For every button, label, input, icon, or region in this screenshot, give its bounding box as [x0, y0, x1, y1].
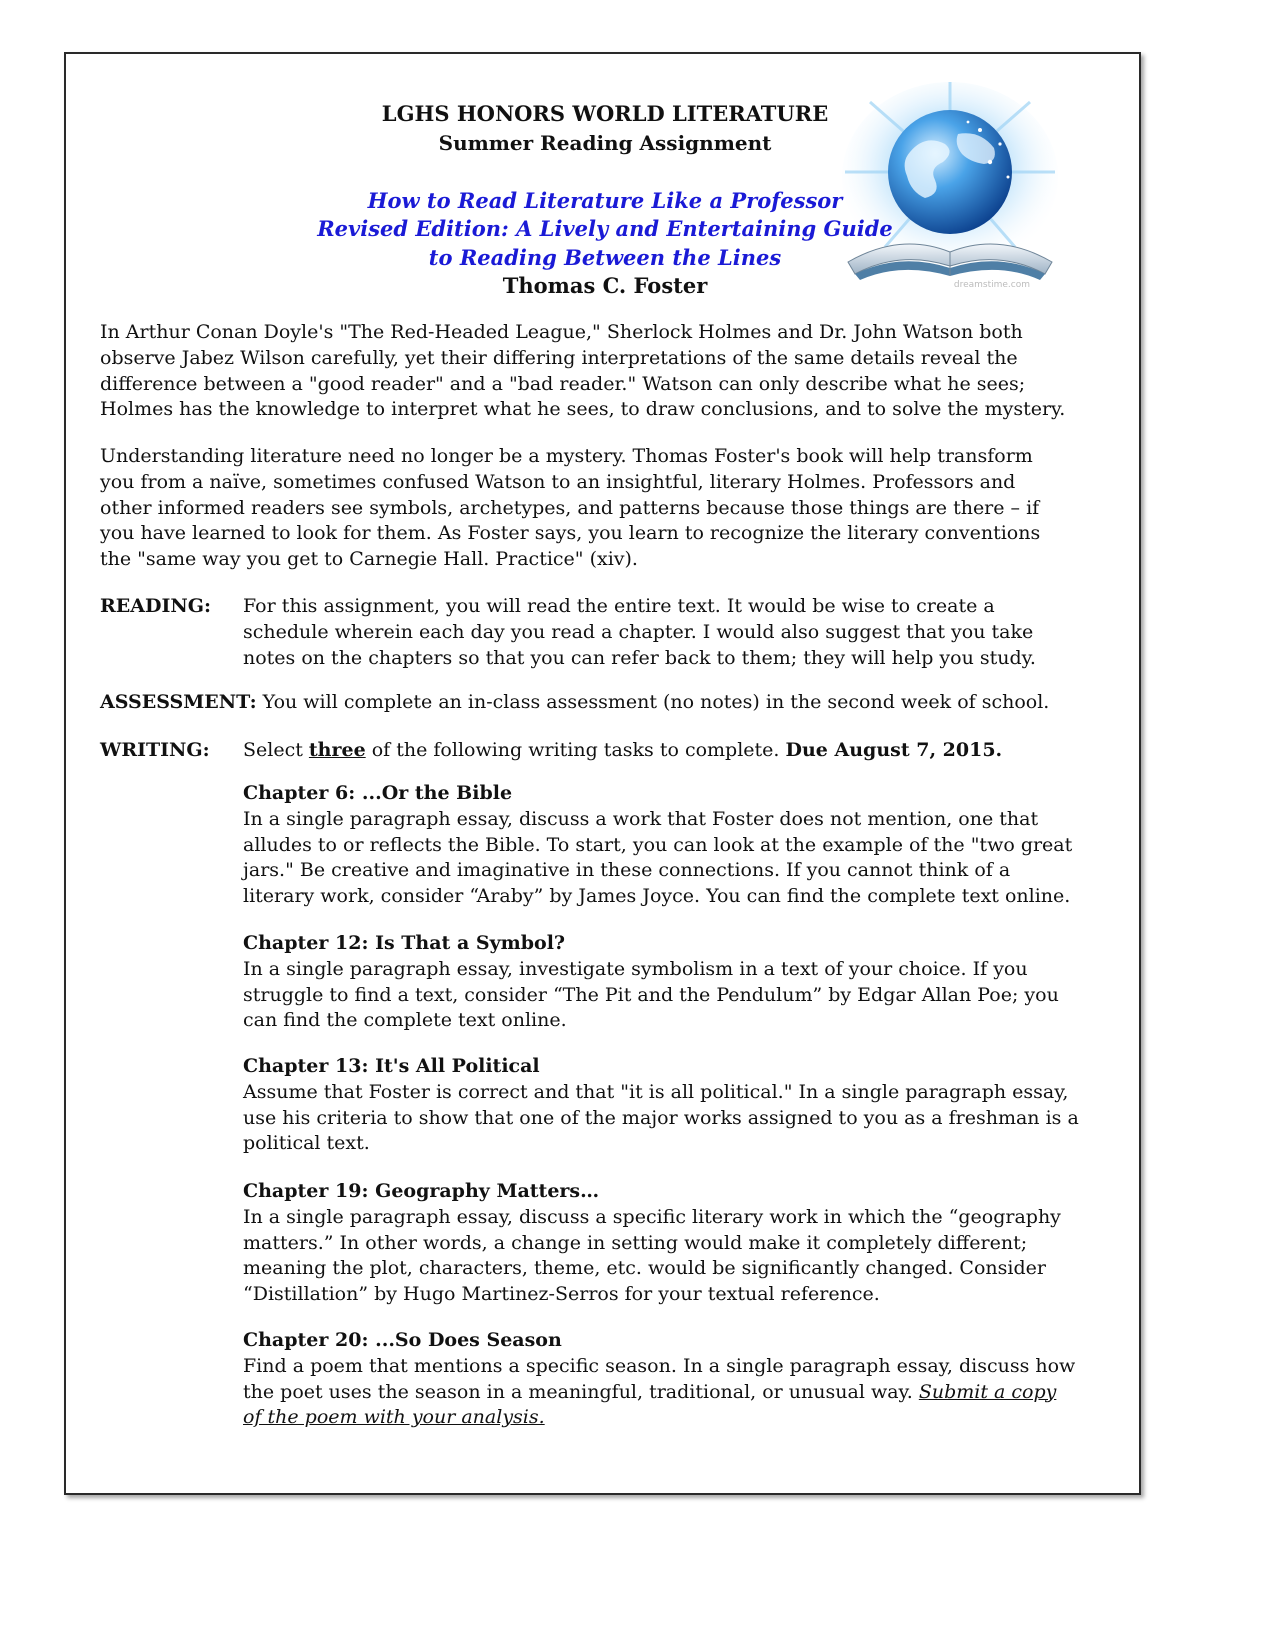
- chapter-12-task: Chapter 12: Is That a Symbol? In a single paragraph essay, investigate symbolism in a text of your choice. If you struggle to find a text, consider “The Pit and the Pendulum” by Edgar Allan Poe; you can find the complete text online.: [243, 931, 1123, 1034]
- chapter-20-task: Chapter 20: ...So Does Season Find a poem that mentions a specific season. In a single paragraph essay, discuss how the poet uses the season in a meaningful, traditional, or unusual way. Submit a copy of the poem with your analysis.: [243, 1328, 1123, 1431]
- chapter-heading: Chapter 19: Geography Matters…: [243, 1180, 600, 1202]
- intro-paragraph-2: Understanding literature need no longer be a mystery. Thomas Foster's book will help transform you from a naïve, sometimes confused Watson to an insightful, literary Holmes. Professors and other informed readers see symbols, archetypes, and patterns because those things are there – if you have learned to look for them. As Foster says, you learn to recognize the literary conventions the "same way you get to Carnegie Hall. Practice" (xiv).: [100, 445, 1041, 571]
- submit-instruction: Submit a copy: [918, 1380, 1057, 1403]
- reading-text: For this assignment, you will read the entire text. It would be wise to create a schedule wherein each day you read a chapter. I would also suggest that you take notes on the chapters so that you can refer back to them; they will help you study.: [243, 595, 1036, 669]
- assessment-label: ASSESSMENT:: [100, 691, 257, 713]
- assessment-section: [100, 690, 1120, 716]
- book-title-line3: to Reading Between the Lines: [428, 245, 782, 270]
- book-title-line2: Revised Edition: A Lively and Entertaining Guide: [317, 216, 893, 241]
- chapter-13-task: Chapter 13: It's All Political Assume that Foster is correct and that "it is all political." In a single paragraph essay, use his criteria to show that one of the major works assigned to you as a freshman is a political text.: [243, 1054, 1123, 1157]
- intro-paragraph-1: In Arthur Conan Doyle's "The Red-Headed League," Sherlock Holmes and Dr. John Watson both observe Jabez Wilson carefully, yet their differing interpretations of the same details reveal the difference between a "good reader" and a "bad reader." Watson can only describe what he sees; Holmes has the knowledge to interpret what he sees, to draw conclusions, and to solve the mystery.: [100, 321, 1066, 421]
- due-date: Due August 7, 2015.: [785, 739, 1003, 761]
- chapter-heading: Chapter 13: It's All Political: [243, 1055, 540, 1077]
- writing-emphasis: three: [308, 739, 366, 761]
- submit-instruction-cont: of the poem with your analysis.: [243, 1406, 545, 1429]
- course-title: LGHS HONORS WORLD LITERATURE: [381, 101, 829, 126]
- reading-label: READING:: [100, 595, 211, 617]
- book-author: Thomas C. Foster: [502, 273, 708, 298]
- chapter-19-task: Chapter 19: Geography Matters… In a single paragraph essay, discuss a specific literary work in which the “geography matters.” In other words, a change in setting would make it completely different; meaning the plot, characters, theme, etc. would be significantly changed. Consider “Distillation” by Hugo Martinez-Serros for your textual reference.: [243, 1179, 1123, 1308]
- chapter-heading: Chapter 6: ...Or the Bible: [243, 782, 513, 804]
- book-title-line1: How to Read Literature Like a Professor: [367, 188, 843, 213]
- assignment-subtitle: Summer Reading Assignment: [438, 131, 772, 155]
- writing-intro: Select three of the following writing tasks to complete. Due August 7, 2015.: [243, 739, 1003, 761]
- chapter-heading: Chapter 12: Is That a Symbol?: [243, 932, 566, 954]
- chapter-6-task: Chapter 6: ...Or the Bible In a single paragraph essay, discuss a work that Foster does not mention, one that alludes to or reflects the Bible. To start, you can look at the example of the "two great jars." Be creative and imaginative in these connections. If you cannot think of a literary work, consider “Araby” by James Joyce. You can find the complete text online.: [243, 781, 1123, 910]
- watermark-text: dreamstime.com: [953, 280, 1030, 290]
- writing-label: WRITING:: [100, 739, 210, 761]
- chapter-heading: Chapter 20: ...So Does Season: [243, 1329, 562, 1351]
- assessment-text: You will complete an in-class assessment (no notes) in the second week of school.: [256, 691, 1050, 713]
